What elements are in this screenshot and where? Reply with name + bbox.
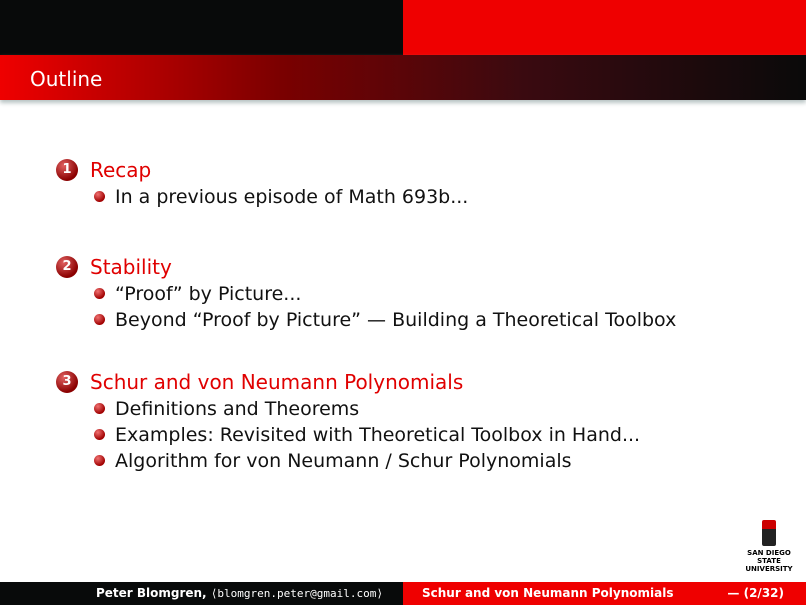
section-title[interactable]: Schur and von Neumann Polynomials <box>90 370 464 394</box>
subsection-item[interactable] <box>94 309 676 331</box>
bullet-icon <box>94 429 105 440</box>
subsection-item[interactable] <box>94 186 468 208</box>
bullet-icon <box>94 455 105 466</box>
logo-text: SAN DIEGO STATE <box>747 549 791 565</box>
subsection-label: In a previous episode of Math 693b... <box>115 186 469 208</box>
bullet-icon <box>94 403 105 414</box>
header-left-bar <box>0 0 403 55</box>
subsection-label: Definitions and Theorems <box>115 398 360 420</box>
bullet-icon <box>94 288 105 299</box>
footer-right <box>403 582 806 605</box>
subsection-item[interactable] <box>94 398 640 420</box>
page-number: — (2/32) <box>727 586 784 600</box>
author-email: ⟨blomgren.peter@gmail.com⟩ <box>210 587 383 600</box>
section-2[interactable] <box>56 255 677 331</box>
talk-title: Schur and von Neumann Polynomials <box>422 586 674 600</box>
subsection-label: Algorithm for von Neumann / Schur Polynomials <box>115 450 572 472</box>
subsection-item[interactable] <box>94 450 640 472</box>
subsection-label: “Proof” by Picture... <box>115 283 302 305</box>
sdsu-logo <box>737 520 801 573</box>
bullet-icon <box>94 191 105 202</box>
section-title[interactable]: Stability <box>90 255 172 279</box>
bullet-icon <box>94 314 105 325</box>
author-name: Peter Blomgren, <box>95 586 207 600</box>
section-number: 3 <box>56 371 78 393</box>
logo-text: UNIVERSITY <box>745 565 793 573</box>
subsection-item[interactable] <box>94 283 676 305</box>
frame-title-bar <box>0 55 806 100</box>
section-number: 1 <box>56 159 78 181</box>
section-1[interactable] <box>56 158 469 208</box>
section-3[interactable] <box>56 370 641 472</box>
subsection-item[interactable] <box>94 424 640 446</box>
footer-author <box>0 582 403 605</box>
subsection-label: Beyond “Proof by Picture” — Building a Theoretical Toolbox <box>115 309 677 331</box>
section-title[interactable]: Recap <box>90 158 152 182</box>
section-number: 2 <box>56 256 78 278</box>
frame-title: Outline <box>30 67 103 91</box>
header-right-bar <box>403 0 806 55</box>
subsection-label: Examples: Revisited with Theoretical Toolbox in Hand... <box>115 424 641 446</box>
shield-icon <box>762 520 776 546</box>
